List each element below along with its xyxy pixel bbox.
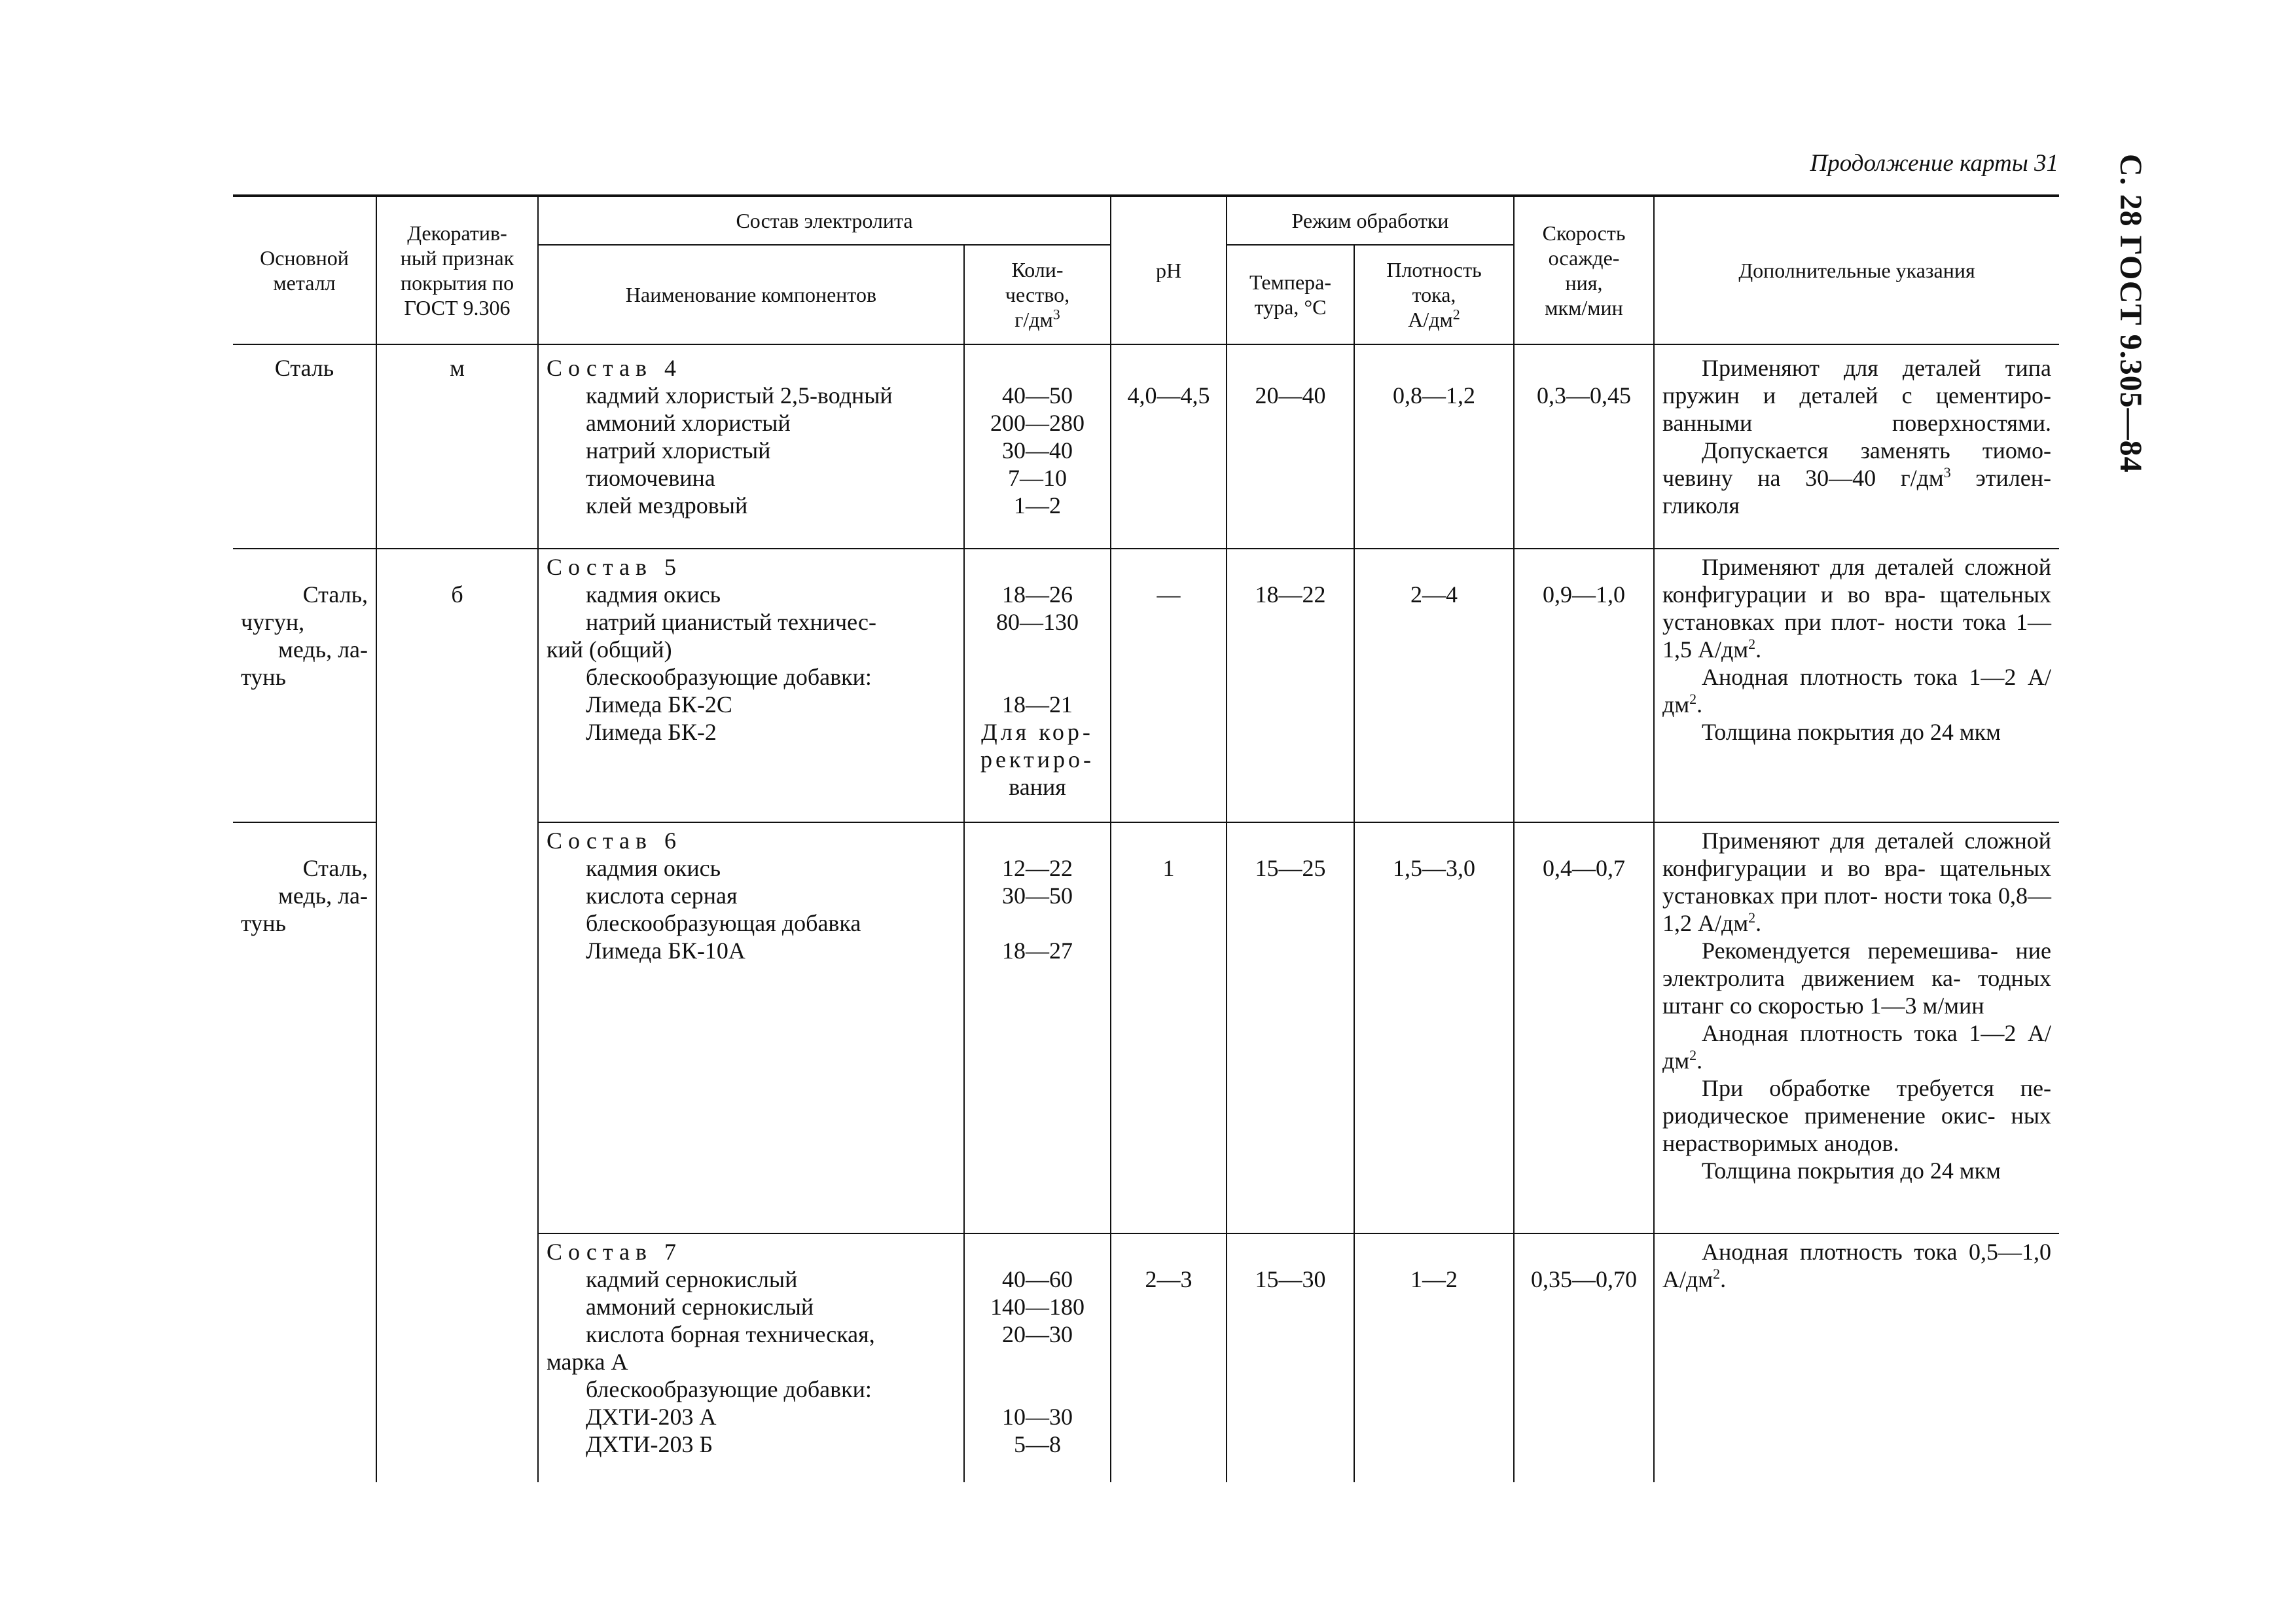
- cell-notes: Применяют для деталей сложной конфигурации и во вра- щательных установках при плот- ности тока 0,8—1,2 $А/дм^2$. Рекомендуется перемешива- ние электролита движением ка- тодных штанг со скоростью 1—3 м/мин Анодная плотность тока 1—2 $А/дм^2$. При обработке требуется пе- риодическое применение окис- ных нерастворимых анодов. Толщина покрытия до 24 мкм: [1654, 822, 2059, 1233]
- header-notes: Дополнительные указания: [1654, 196, 2059, 344]
- cell-quantities: 40—60 140—180 20—30 10—30 5—8: [964, 1233, 1111, 1482]
- cell-density: 0,8—1,2: [1354, 350, 1514, 549]
- cell-speed: 0,3—0,45: [1514, 350, 1654, 549]
- table-row: [233, 549, 2059, 822]
- cell-temperature: 15—25: [1227, 822, 1354, 1233]
- cell-notes: Применяют для деталей типа пружин и деталей с цементиро- ванными поверхностями. Допускается заменять тиомо- чевину на 30—40 $г/дм^3$ этилен- гликоля: [1654, 350, 2059, 549]
- cell-components: Состав 7 кадмий сернокислый аммоний сернокислый кислота борная техническая, марка А блескообразующие добавки: ДХТИ-203 А ДХТИ-203 Б: [538, 1233, 964, 1482]
- cell-ph: 2—3: [1111, 1233, 1227, 1482]
- cell-density: 1,5—3,0: [1354, 822, 1514, 1233]
- cell-speed: 0,9—1,0: [1514, 549, 1654, 822]
- cell-notes: Применяют для деталей сложной конфигурации и во вра- щательных установках при плот- ности тока 1—1,5 $А/дм^2$. Анодная плотность тока 1—2 $А/дм^2$. Толщина покрытия до 24 мкм: [1654, 549, 2059, 822]
- header-electrolyte: Состав электролита: [538, 196, 1111, 245]
- cell-ph: —: [1111, 549, 1227, 822]
- electrolyte-table: [233, 194, 2059, 1482]
- cell-components: Состав 4 кадмий хлористый 2,5-водный аммоний хлористый натрий хлористый тиомочевина клей мездровый: [538, 350, 964, 549]
- table-header: [233, 196, 2059, 344]
- table-row: [233, 350, 2059, 549]
- cell-ph: 4,0—4,5: [1111, 350, 1227, 549]
- header-speed: Скорость осажде- ния, мкм/мин: [1514, 196, 1654, 344]
- header-density: Плотность тока, $А/дм^2$: [1354, 245, 1514, 344]
- cell-quantities: 18—26 80—130 18—21 Для кор- ректиро- вания: [964, 549, 1111, 822]
- cell-speed: 0,35—0,70: [1514, 1233, 1654, 1482]
- cell-components: Состав 5 кадмия окись натрий цианистый техничес- кий (общий) блескообразующие добавки: Лимеда БК-2С Лимеда БК-2: [538, 549, 964, 822]
- header-base-metal: Основной металл: [233, 196, 376, 344]
- page-side-header: С. 28 ГОСТ 9.305—84: [2113, 154, 2148, 473]
- cell-metal: Сталь: [233, 350, 376, 549]
- table-body: [233, 344, 2059, 1482]
- header-mode: Режим обработки: [1227, 196, 1514, 245]
- cell-decor: м: [376, 350, 538, 549]
- cell-speed: 0,4—0,7: [1514, 822, 1654, 1233]
- cell-ph: 1: [1111, 822, 1227, 1233]
- cell-temperature: 18—22: [1227, 549, 1354, 822]
- header-separator: [233, 344, 2059, 350]
- cell-density: 2—4: [1354, 549, 1514, 822]
- cell-temperature: 15—30: [1227, 1233, 1354, 1482]
- cell-notes: Анодная плотность тока 0,5—1,0 $А/дм^2$.: [1654, 1233, 2059, 1482]
- cell-quantities: 12—22 30—50 18—27: [964, 822, 1111, 1233]
- cell-temperature: 20—40: [1227, 350, 1354, 549]
- header-component-name: Наименование компонентов: [538, 245, 964, 344]
- header-temperature: Темпера- тура, °С: [1227, 245, 1354, 344]
- cell-density: 1—2: [1354, 1233, 1514, 1482]
- cell-metal: Сталь, медь, ла- тунь: [233, 822, 376, 1482]
- cell-components: Состав 6 кадмия окись кислота серная блескообразующая добавка Лимеда БК-10А: [538, 822, 964, 1233]
- header-decorative: Декоратив- ный признак покрытия по ГОСТ 9.306: [376, 196, 538, 344]
- cell-metal: Сталь, чугун, медь, ла- тунь: [233, 549, 376, 822]
- cell-quantities: 40—50 200—280 30—40 7—10 1—2: [964, 350, 1111, 549]
- cell-decor: б: [376, 549, 538, 1482]
- header-ph: pH: [1111, 196, 1227, 344]
- continuation-label: Продолжение карты 31: [1810, 150, 2058, 177]
- header-quantity: Коли- чество, $г/дм^3$: [964, 245, 1111, 344]
